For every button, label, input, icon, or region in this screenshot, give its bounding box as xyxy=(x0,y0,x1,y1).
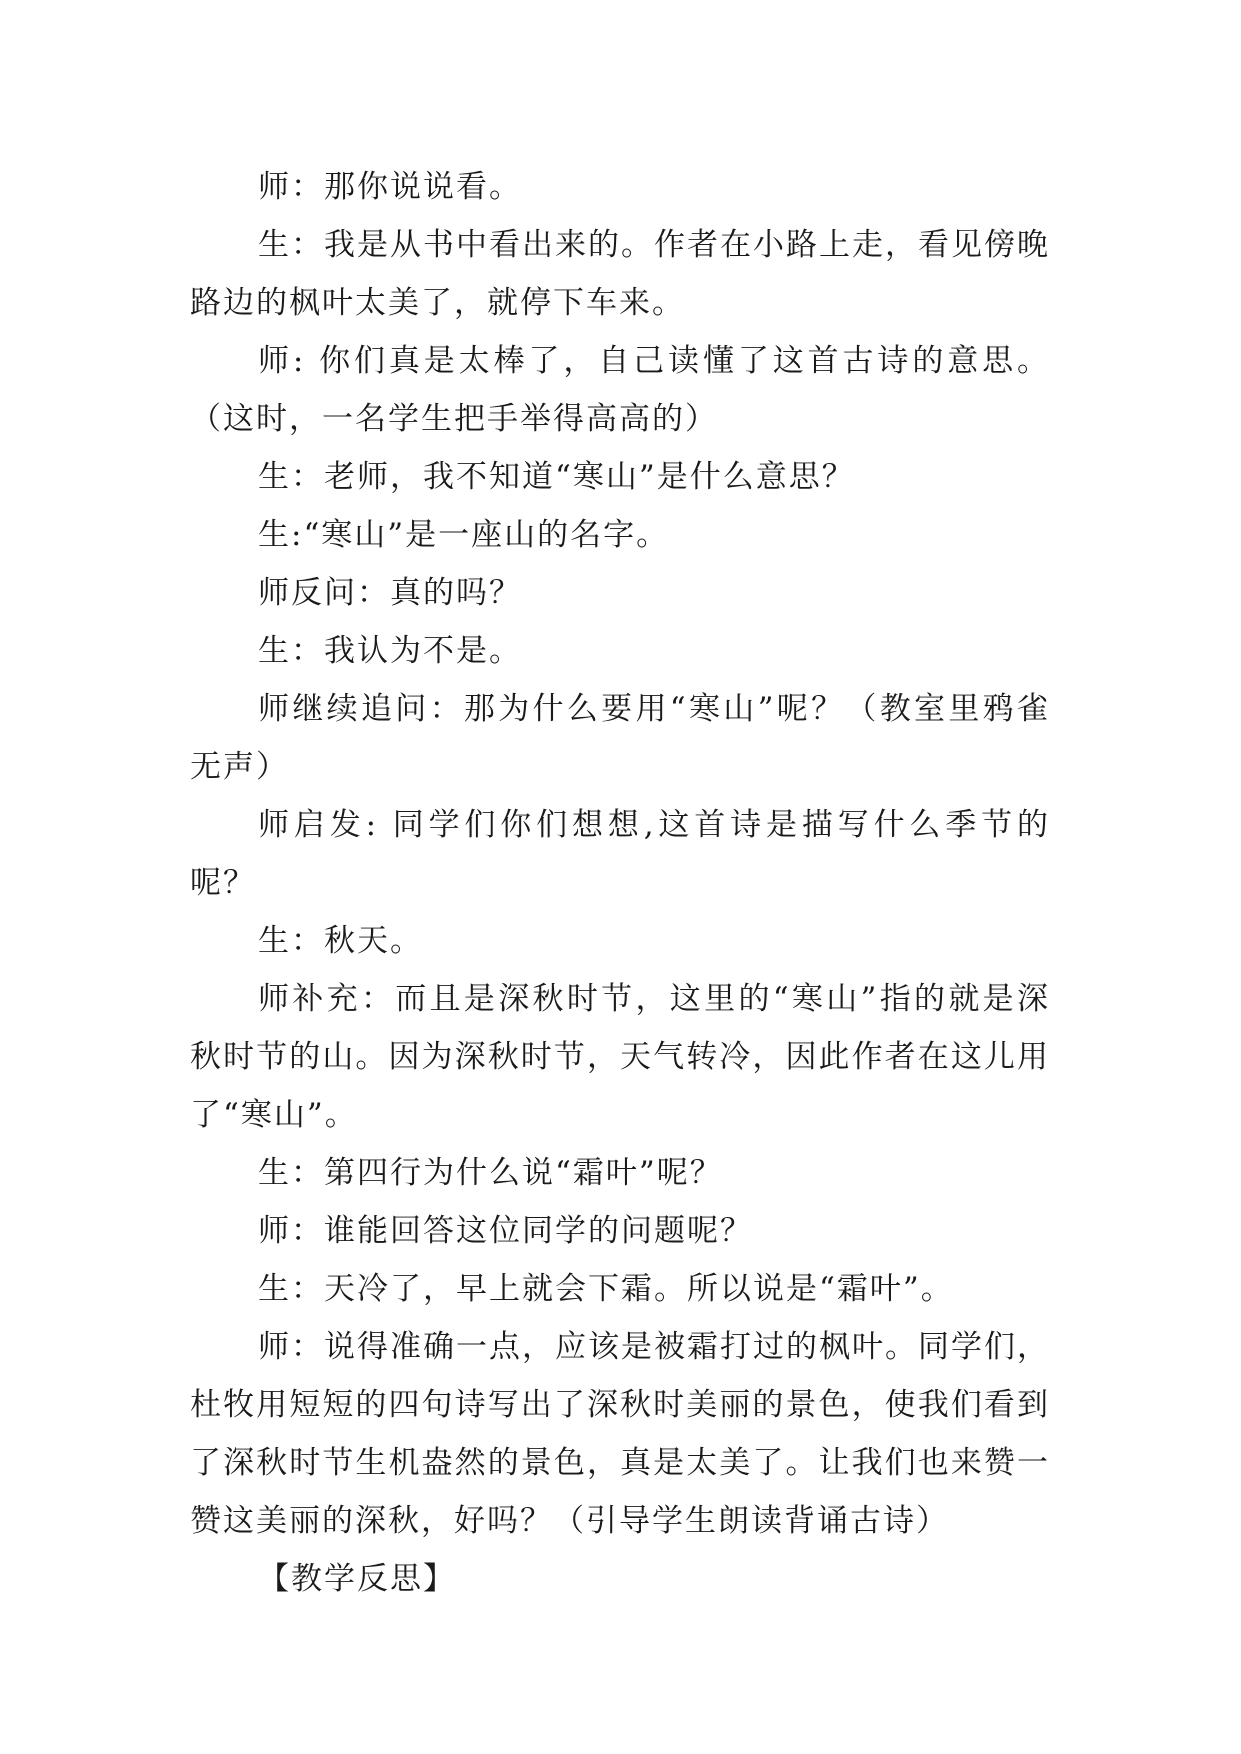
paragraph: 生：我认为不是。 xyxy=(258,633,522,669)
document-body xyxy=(190,158,1050,1608)
paragraph: 生：第四行为什么说“霜叶”呢？ xyxy=(258,1155,723,1191)
section-heading: 【教学反思】 xyxy=(258,1561,456,1597)
paragraph: 生：老师，我不知道“寒山”是什么意思？ xyxy=(258,459,855,495)
paragraph: 师：说得准确一点，应该是被霜打过的枫叶。同学们，杜牧用短短的四句诗写出了深秋时美丽的景色，使我们看到了深秋时节生机盎然的景色，真是太美了。让我们也来赞一赞这美丽的深秋，好吗？（引导学生朗读背诵古诗） xyxy=(190,1329,1050,1539)
paragraph: 生：我是从书中看出来的。作者在小路上走，看见傍晚路边的枫叶太美了，就停下车来。 xyxy=(190,227,1050,321)
paragraph: 师补充：而且是深秋时节，这里的“寒山”指的就是深秋时节的山。因为深秋时节，天气转冷，因此作者在这儿用了“寒山”。 xyxy=(190,981,1050,1133)
paragraph: 师启发: 同学们你们想想,这首诗是描写什么季节的呢？ xyxy=(190,807,1050,901)
paragraph: 生:“寒山”是一座山的名字。 xyxy=(258,517,670,553)
paragraph: 师：那你说说看。 xyxy=(258,169,522,205)
paragraph: 师继续追问：那为什么要用“寒山”呢？（教室里鸦雀无声） xyxy=(190,691,1050,785)
paragraph: 师：谁能回答这位同学的问题呢？ xyxy=(258,1213,753,1249)
paragraph: 师: 你们真是太棒了，自己读懂了这首古诗的意思。（这时，一名学生把手举得高高的） xyxy=(190,343,1050,437)
paragraph: 生：秋天。 xyxy=(258,923,423,959)
paragraph: 生：天冷了，早上就会下霜。所以说是“霜叶”。 xyxy=(258,1271,954,1307)
paragraph: 师反问：真的吗？ xyxy=(258,575,522,611)
